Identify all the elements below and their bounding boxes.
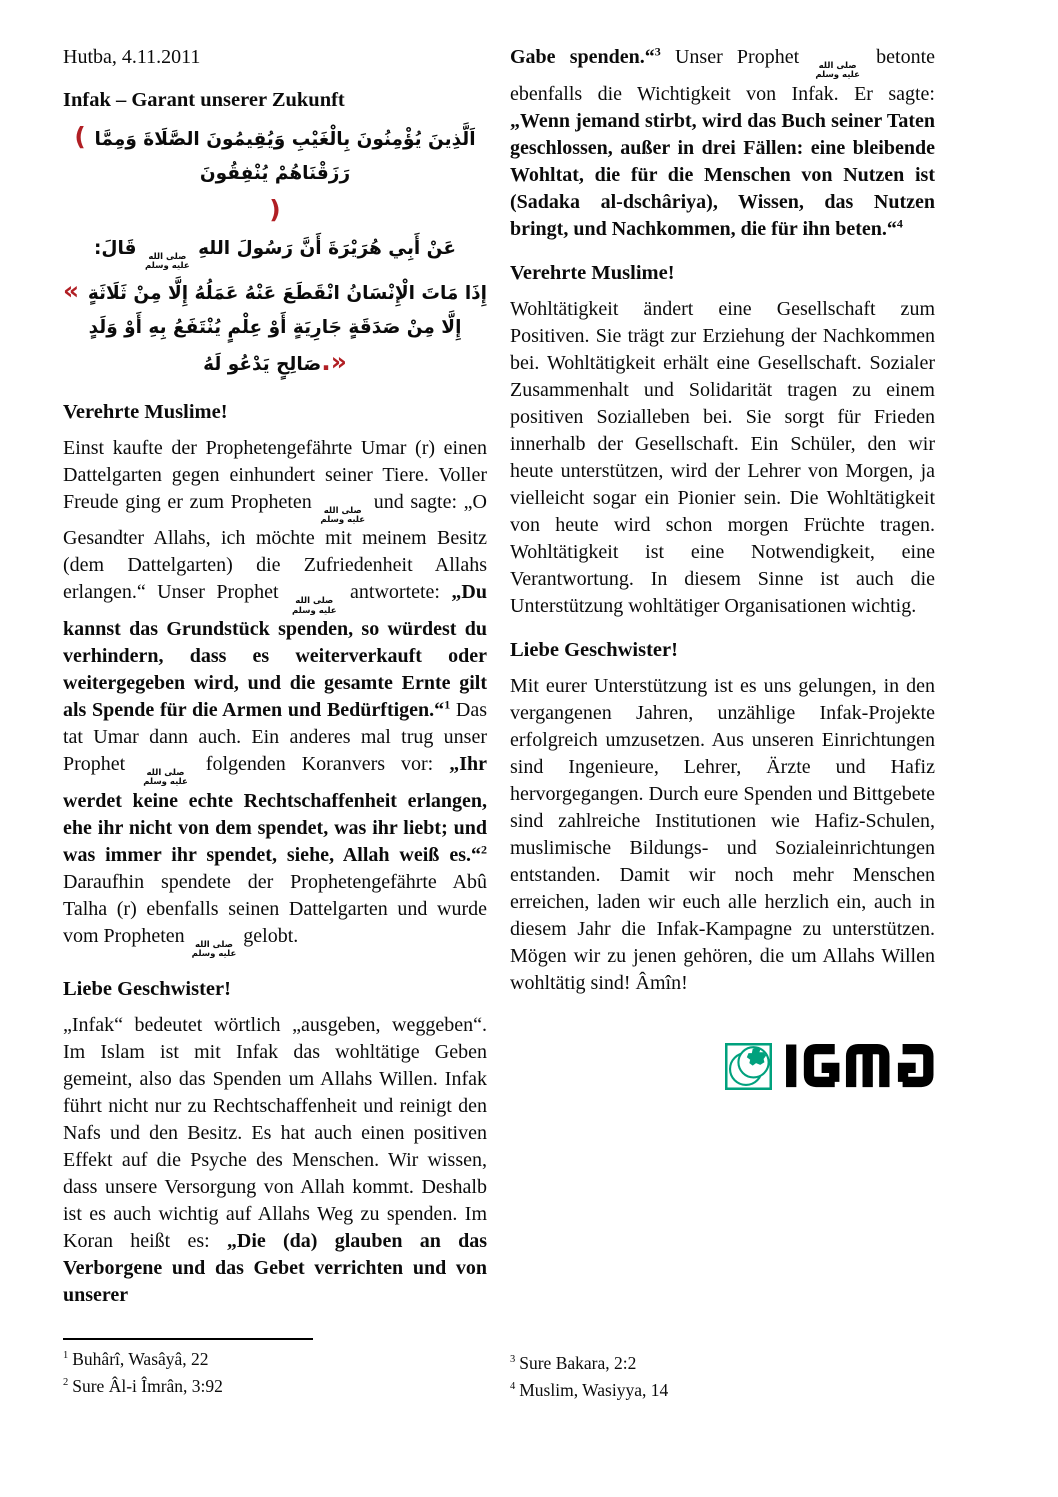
text-run: „Infak“ bedeutet wörtlich „ausgeben, weggeben“. Im Islam ist mit Infak das wohltätige Geben gemeint, also das Spenden um Allahs Willen. Infak führt nicht nur zu Rechtschaffenheit und reinigt den Nafs und den Besitz. Es hat auch einen positiven Effekt auf die Psyche des Menschen. Wir wissen, dass unsere Versorgung von Allah kommt. Deshalb ist es auch wichtig auf Allahs Weg zu spenden. Im Koran heißt es: xyxy=(63,1014,487,1253)
ornate-quote-mark: ( xyxy=(74,122,95,151)
pbuh-symbol: صلى الله عليه وسلم xyxy=(291,596,337,616)
two-column-body xyxy=(63,44,935,1321)
text-run: „Du kannst das Grundstück spenden, so würdest du verhindern, dass es weiterverkauft oder weitergegeben wird, und die gesamte Ernte gilt als Spende für die Armen und Bedürftigen.“ xyxy=(63,581,487,722)
footnote-marker: 3 xyxy=(510,1354,516,1366)
igmg-logo xyxy=(510,1043,935,1090)
quran-verse-arabic xyxy=(63,120,487,191)
footnote-text: Muslim, Wasiyya, 14 xyxy=(519,1380,669,1400)
text-run: und sagte: „O Gesandter Allahs, ich möchte mit meinem Besitz (dem Dattelgarten) die Zufriedenheit Allahs erlangen.“ Unser Prophet xyxy=(63,490,487,604)
footnote-marker: 2 xyxy=(63,1377,69,1389)
footnote-text: Buhârî, Wasâyâ, 22 xyxy=(72,1349,209,1369)
text-run: Verehrte Muslime! xyxy=(63,400,228,423)
igmg-crescent-europe-icon xyxy=(725,1043,772,1090)
footnotes-left xyxy=(63,1338,487,1400)
footnote-reference: 1 xyxy=(444,697,451,712)
footnote-reference: 3 xyxy=(654,44,661,59)
document-title xyxy=(63,87,487,114)
footnote-text: Sure Bakara, 2:2 xyxy=(519,1353,637,1373)
paragraph xyxy=(63,435,487,960)
right-column xyxy=(510,44,935,1321)
footnote-separator xyxy=(63,1338,313,1340)
section-heading xyxy=(510,260,935,287)
text-run: Das tat Umar dann auch. Ein anderes mal trug unser Prophet xyxy=(63,699,488,776)
text-run: „Die (da) glauben an das Verborgene und das Gebet verrichten und von unserer xyxy=(63,1230,488,1307)
text-run: Liebe Geschwister! xyxy=(510,638,678,661)
left-column xyxy=(63,44,487,1321)
ornate-quote-mark: ) xyxy=(269,195,281,224)
text-run: antwortete: xyxy=(338,581,452,604)
section-heading xyxy=(63,976,487,1003)
paragraph xyxy=(63,1012,487,1309)
footnote-reference: 4 xyxy=(896,216,903,231)
footnote-reference: 2 xyxy=(481,842,487,857)
hadith-arabic xyxy=(63,274,487,382)
text-run: Verehrte Muslime! xyxy=(510,261,675,284)
text-run: اَلَّذِينَ يُؤْمِنُونَ بِالْغَيْبِ وَيُقِيمُونَ الصَّلَاةَ وَمِمَّا رَزَقْنَاهُمْ يُنْفِقُونَ xyxy=(94,129,476,184)
section-heading xyxy=(63,399,487,426)
footnote xyxy=(63,1373,487,1400)
text-run: „Wenn jemand stirbt, wird das Buch seiner Taten geschlossen, außer in drei Fällen: eine bleibende Wohltat, die für die Menschen von Nutzen ist (Sadaka al-dschâriya), Wissen, das Nutzen bringt, und Nachkommen, die für ihn beten.“ xyxy=(510,109,935,240)
pbuh-symbol: صلى الله عليه وسلم xyxy=(144,252,190,272)
pbuh-symbol: صلى الله عليه وسلم xyxy=(815,61,860,81)
footnote-text: Sure Âl-i Îmrân, 3:92 xyxy=(72,1376,223,1396)
footnotes-right xyxy=(510,1350,934,1404)
paragraph xyxy=(510,296,935,620)
text-run: gelobt. xyxy=(238,924,299,947)
igmg-wordmark xyxy=(785,1044,935,1088)
text-run: Daraufhin spendete der Prophetengefährte Abû Talha (r) ebenfalls seinen Dattelgarten und wurde vom Propheten xyxy=(63,870,487,947)
ornate-bracket-close xyxy=(63,193,487,230)
pbuh-symbol: صلى الله عليه وسلم xyxy=(320,505,366,526)
footnote-marker: 4 xyxy=(510,1381,516,1393)
text-run: folgenden Koranvers vor: xyxy=(189,753,450,776)
ornate-quote-mark: .» xyxy=(321,346,347,376)
text-run: Hutba, 4.11.2011 xyxy=(63,46,201,68)
section-heading xyxy=(510,637,935,664)
text-run: Unser Prophet xyxy=(660,46,814,68)
text-run: Wohltätigkeit ändert eine Gesellschaft zum Positiven. Sie trägt zur Erziehung der Nachkommen bei. Wohltätigkeit erhält eine Gesellschaft. Sozialer Zusammenhalt und Solidarität tragen zu einem positiven Sozialleben bei. Sie sorgt für Frieden innerhalb der Gesellschaft. Ein Schüler, den wir heute unterstützen, wird der Lehrer von Morgen, ja vielleicht sogar ein Pionier sein. Die Wohltätigkeit von heute wird schon morgen Früchte tragen. Wohltätigkeit ist eine Notwendigkeit, eine Verantwortung. In diesem Sinne ist auch die Unterstützung wohltätiger Organisationen wichtig. xyxy=(510,297,935,617)
footnote-marker: 1 xyxy=(63,1350,69,1362)
paragraph xyxy=(510,673,935,997)
pbuh-symbol: صلى الله عليه وسلم xyxy=(191,939,237,960)
text-run: عَنْ أَبِي هُرَيْرَةَ أَنَّ رَسُولَ اللهِ xyxy=(191,238,456,259)
footnote xyxy=(63,1346,487,1373)
text-run: betonte ebenfalls die Wichtigkeit von Infak. Er sagte: xyxy=(510,46,936,105)
hadith-narrator-line xyxy=(63,232,487,272)
text-run: Gabe spenden.“ xyxy=(510,46,655,68)
paragraph xyxy=(510,44,935,243)
text-run: Einst kaufte der Prophetengefährte Umar (r) einen Dattelgarten gegen einhundert seiner Tiere. Voller Freude ging er zum Propheten xyxy=(63,436,487,513)
footnote xyxy=(510,1350,934,1377)
text-run: إِذَا مَاتَ الْإِنْسَانُ انْقَطَعَ عَنْهُ عَمَلُهُ إِلَّا مِنْ ثَلَاثَةٍ إِلَّا مِنْ صَدَقَةٍ جَارِيَةٍ أَوْ عِلْمٍ يُنْتَفَعُ بِهِ أَوْ وَلَدٍ صَالِحٍ يَدْعُو لَهُ xyxy=(87,282,488,375)
text-run: Mit eurer Unterstützung ist es uns gelungen, in den vergangenen Jahren, unzählige Infak-Projekte erfolgreich umzusetzen. Aus unseren Einrichtungen sind Ingenieure, Lehrer, Ärzte und Hafiz hervorgegangen. Durch eure Spenden und Bittgebete sind zahlreiche Institutionen wie Hafiz-Schulen, muslimische Bildungs- und Sozialeinrichtungen entstanden. Damit wir noch mehr Menschen erreichen, laden wir euch alle herzlich ein, auch in diesem Jahr die Infak-Kampagne zu unterstützen. Mögen wir zu jenen gehören, die um Allahs Willen wohltätig sind! Âmîn! xyxy=(510,674,935,994)
text-run: قَالَ: xyxy=(94,238,143,259)
text-run: Infak – Garant unserer Zukunft xyxy=(63,89,345,111)
pbuh-symbol: صلى الله عليه وسلم xyxy=(143,768,188,788)
footnote xyxy=(510,1377,934,1404)
text-run: „Ihr werdet keine echte Rechtschaffenheit erlangen, ehe ihr nicht von dem spendet, was ihr liebt; und was immer ihr spendet, siehe, Allah weiß es.“ xyxy=(63,753,487,866)
text-run: Liebe Geschwister! xyxy=(63,978,231,1001)
ornate-quote-mark: « xyxy=(63,275,88,305)
hutba-date xyxy=(63,44,487,71)
